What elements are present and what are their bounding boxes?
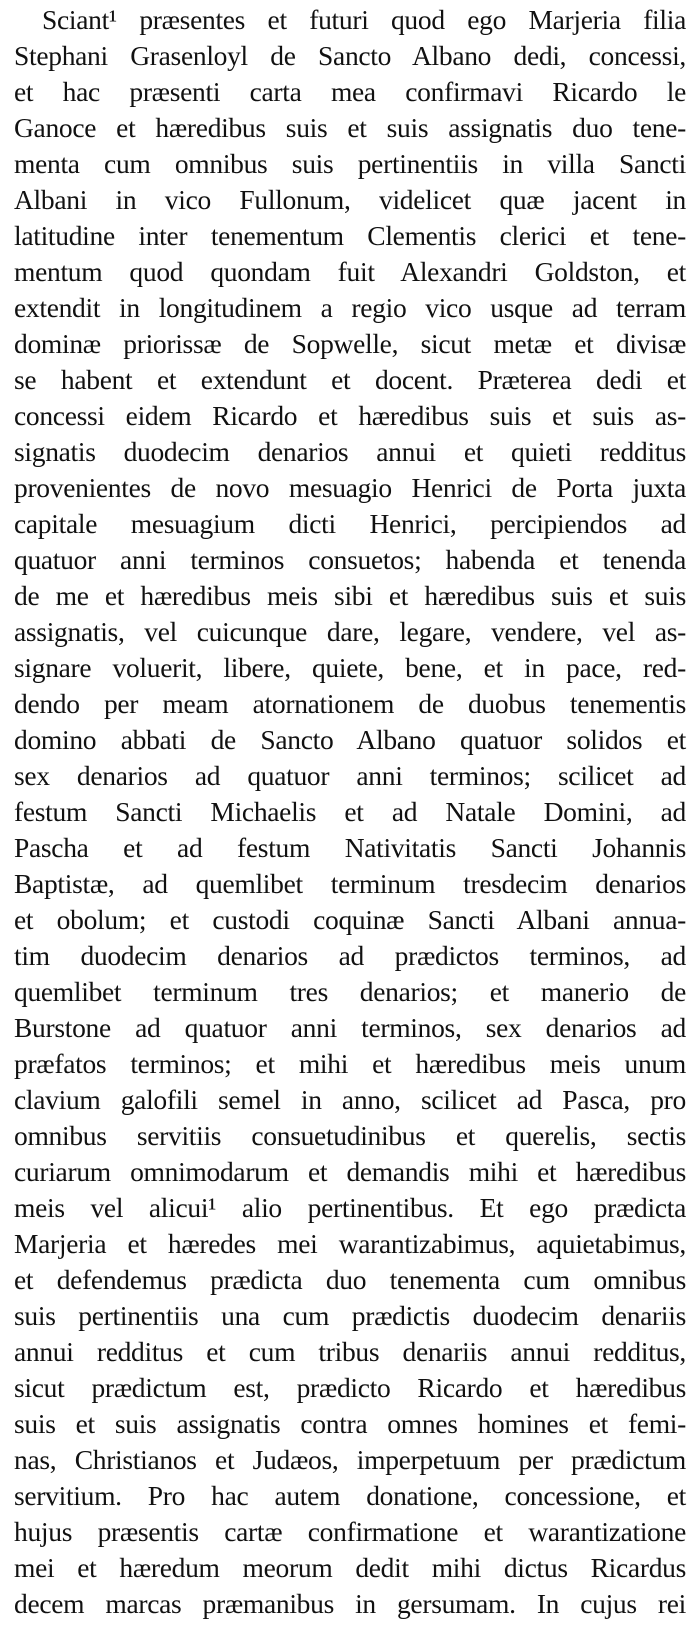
- text-line: sicut prædictum est, prædicto Ricardo et hæredibus: [14, 1372, 686, 1403]
- text-line: et hac præsenti carta mea confirmavi Ricardo le: [14, 76, 686, 107]
- text-line: mei et hæredum meorum dedit mihi dictus Ricardus: [14, 1552, 686, 1583]
- text-line: clavium galofili semel in anno, scilicet ad Pasca, pro: [14, 1084, 686, 1115]
- text-line: festum Sancti Michaelis et ad Natale Domini, ad: [14, 796, 686, 827]
- text-line: suis pertinentiis una cum prædictis duodecim denariis: [14, 1300, 686, 1331]
- text-line: decem marcas præmanibus in gersumam. In cujus rei: [14, 1588, 686, 1619]
- text-line: meis vel alicui¹ alio pertinentibus. Et ego prædicta: [14, 1192, 686, 1223]
- text-line: Pascha et ad festum Nativitatis Sancti Johannis: [14, 832, 686, 863]
- text-line: menta cum omnibus suis pertinentiis in villa Sancti: [14, 148, 686, 179]
- text-line: quatuor anni terminos consuetos; habenda et tenenda: [14, 544, 686, 575]
- text-line: signatis duodecim denarios annui et quieti redditus: [14, 436, 686, 467]
- text-line: mentum quod quondam fuit Alexandri Goldston, et: [14, 256, 686, 287]
- text-line: Albani in vico Fullonum, videlicet quæ jacent in: [14, 184, 686, 215]
- text-line: Burstone ad quatuor anni terminos, sex denarios ad: [14, 1012, 686, 1043]
- text-line: de me et hæredibus meis sibi et hæredibus suis et suis: [14, 580, 686, 611]
- text-line: domino abbati de Sancto Albano quatuor solidos et: [14, 724, 686, 755]
- text-line: tim duodecim denarios ad prædictos terminos, ad: [14, 940, 686, 971]
- text-line: annui redditus et cum tribus denariis annui redditus,: [14, 1336, 686, 1367]
- text-line: Baptistæ, ad quemlibet terminum tresdecim denarios: [14, 868, 686, 899]
- text-line: servitium. Pro hac autem donatione, concessione, et: [14, 1480, 686, 1511]
- text-line: capitale mesuagium dicti Henrici, percipiendos ad: [14, 508, 686, 539]
- text-line: latitudine inter tenementum Clementis clerici et tene-: [14, 220, 686, 251]
- text-line: dominæ priorissæ de Sopwelle, sicut metæ et divisæ: [14, 328, 686, 359]
- text-line: omnibus servitiis consuetudinibus et querelis, sectis: [14, 1120, 686, 1151]
- text-line: Ganoce et hæredibus suis et suis assignatis duo tene-: [14, 112, 686, 143]
- text-line: nas, Christianos et Judæos, imperpetuum per prædictum: [14, 1444, 686, 1475]
- text-line: provenientes de novo mesuagio Henrici de Porta juxta: [14, 472, 686, 503]
- text-line: curiarum omnimodarum et demandis mihi et hæredibus: [14, 1156, 686, 1187]
- text-line: quemlibet terminum tres denarios; et manerio de: [14, 976, 686, 1007]
- text-line: extendit in longitudinem a regio vico usque ad terram: [14, 292, 686, 323]
- text-line: hujus præsentis cartæ confirmatione et warantizatione: [14, 1516, 686, 1547]
- text-line: Marjeria et hæredes mei warantizabimus, aquietabimus,: [14, 1228, 686, 1259]
- text-line: præfatos terminos; et mihi et hæredibus meis unum: [14, 1048, 686, 1079]
- text-line: Stephani Grasenloyl de Sancto Albano dedi, concessi,: [14, 40, 686, 71]
- text-line: suis et suis assignatis contra omnes homines et femi-: [14, 1408, 686, 1439]
- text-line: et defendemus prædicta duo tenementa cum omnibus: [14, 1264, 686, 1295]
- text-line: sex denarios ad quatuor anni terminos; scilicet ad: [14, 760, 686, 791]
- text-line: dendo per meam atornationem de duobus tenementis: [14, 688, 686, 719]
- text-line: assignatis, vel cuicunque dare, legare, vendere, vel as-: [14, 616, 686, 647]
- text-line: se habent et extendunt et docent. Præterea dedi et: [14, 364, 686, 395]
- text-line: concessi eidem Ricardo et hæredibus suis et suis as-: [14, 400, 686, 431]
- text-line: Sciant¹ præsentes et futuri quod ego Marjeria filia: [42, 4, 686, 35]
- text-line: signare voluerit, libere, quiete, bene, et in pace, red-: [14, 652, 686, 683]
- text-line: et obolum; et custodi coquinæ Sancti Albani annua-: [14, 904, 686, 935]
